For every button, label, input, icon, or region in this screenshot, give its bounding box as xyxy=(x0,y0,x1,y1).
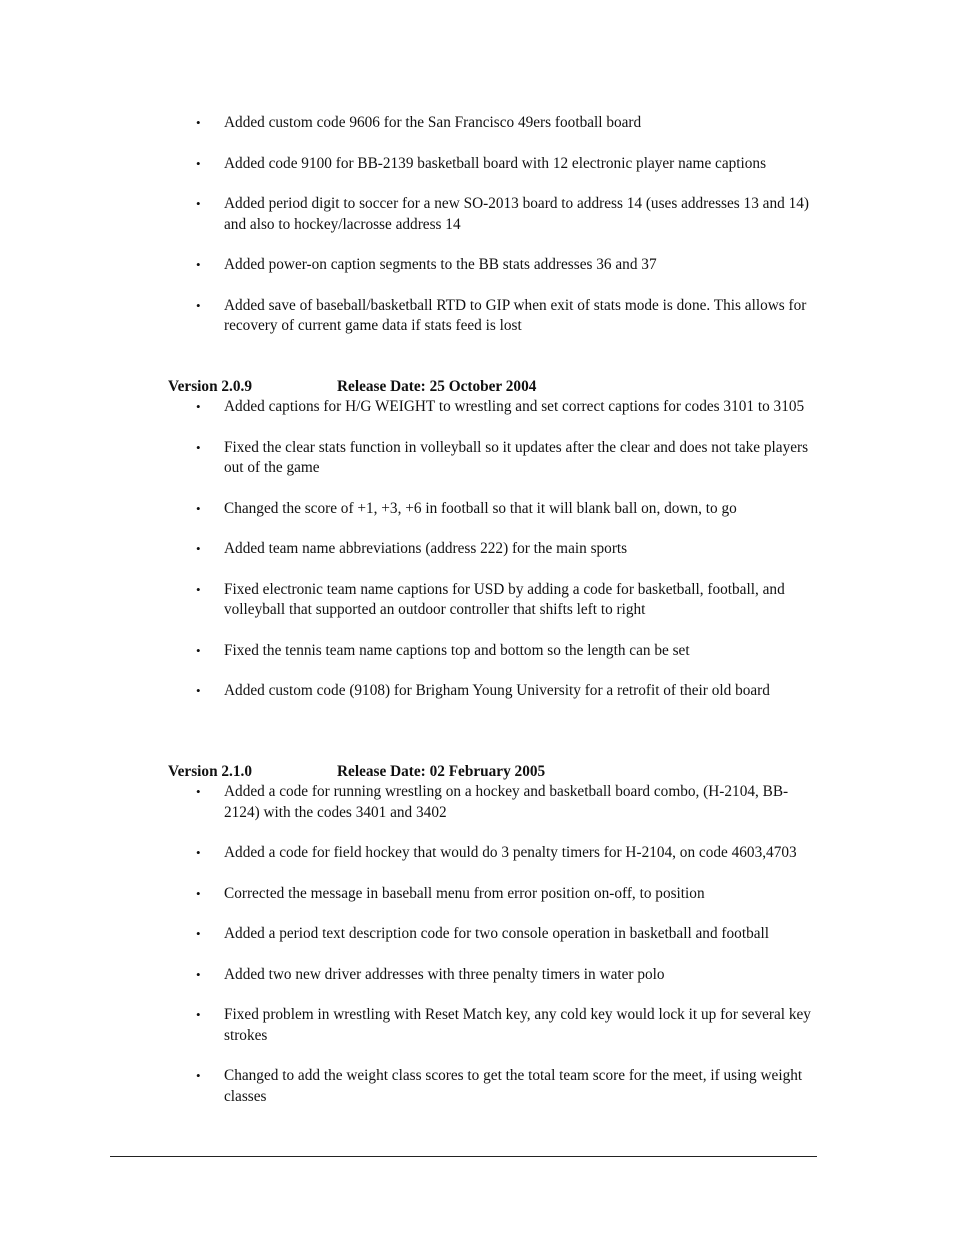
bullet-icon: • xyxy=(196,399,201,414)
release-date: Release Date: 02 February 2005 xyxy=(337,763,546,780)
list-item xyxy=(192,965,817,986)
bullet-icon: • xyxy=(196,683,201,698)
version-heading xyxy=(168,762,546,782)
bullet-icon: • xyxy=(196,926,201,941)
list-item-text: Added custom code (9108) for Brigham Young University for a retrofit of their old board xyxy=(224,682,770,699)
list-item xyxy=(192,580,817,621)
bullet-icon: • xyxy=(196,500,201,516)
version-heading xyxy=(168,377,537,397)
list-item-text: Added captions for H/G WEIGHT to wrestling and set correct captions for codes 3101 to 3105 xyxy=(224,398,805,415)
list-item-text: Changed the score of +1, +3, +6 in football so that it will blank ball on, down, to go xyxy=(224,499,737,517)
list-item xyxy=(192,1066,817,1107)
list-item xyxy=(192,884,817,905)
list-item-text: Added a code for field hockey that would do 3 penalty timers for H-2104, on code 4603,4703 xyxy=(224,844,797,861)
list-item-text: Added two new driver addresses with three penalty timers in water polo xyxy=(224,965,665,983)
list-item-text: Added save of baseball/basketball RTD to GIP when exit of stats mode is done. This allows for recovery of current game data if stats feed is lost xyxy=(224,296,807,334)
list-item-text: Added a period text description code for two console operation in basketball and football xyxy=(224,925,770,942)
bullet-icon: • xyxy=(196,1068,201,1083)
bullet-icon: • xyxy=(196,155,201,171)
bullet-list xyxy=(192,397,817,722)
bullet-icon: • xyxy=(196,642,201,658)
bullet-icon: • xyxy=(196,885,201,901)
list-item xyxy=(192,255,817,276)
list-item-text: Added custom code 9606 for the San Francisco 49ers football board xyxy=(224,114,642,131)
list-item xyxy=(192,539,817,560)
bullet-icon: • xyxy=(196,439,201,455)
bullet-icon: • xyxy=(196,257,201,272)
list-item-text: Fixed electronic team name captions for USD by adding a code for basketball, football, and volleyball that supported an outdoor controller that shifts left to right xyxy=(224,580,785,618)
list-item-text: Added a code for running wrestling on a hockey and basketball board combo, (H-2104, BB-2124) with the codes 3401 and 3402 xyxy=(224,783,789,821)
list-item-text: Fixed problem in wrestling with Reset Match key, any cold key would lock it up for several key strokes xyxy=(224,1006,811,1044)
version-number: Version 2.1.0 xyxy=(168,763,252,780)
bullet-icon: • xyxy=(196,581,201,597)
list-item-text: Fixed the clear stats function in volleyball so it updates after the clear and does not take players out of the game xyxy=(224,438,809,476)
list-item xyxy=(192,843,817,864)
list-item xyxy=(192,296,817,337)
list-item-text: Added team name abbreviations (address 222) for the main sports xyxy=(224,540,628,557)
list-item xyxy=(192,194,817,235)
list-item-text: Fixed the tennis team name captions top and bottom so the length can be set xyxy=(224,641,690,659)
bullet-list xyxy=(192,113,817,357)
release-date: Release Date: 25 October 2004 xyxy=(337,378,537,395)
list-item-text: Corrected the message in baseball menu from error position on-off, to position xyxy=(224,884,705,902)
list-item xyxy=(192,924,817,945)
bullet-icon: • xyxy=(196,115,201,130)
list-item xyxy=(192,782,817,823)
list-item-text: Added code 9100 for BB-2139 basketball board with 12 electronic player name captions xyxy=(224,154,767,172)
bullet-icon: • xyxy=(196,541,201,556)
bullet-icon: • xyxy=(196,196,201,211)
list-item xyxy=(192,438,817,479)
list-item xyxy=(192,681,817,702)
list-item xyxy=(192,397,817,418)
list-item xyxy=(192,113,817,134)
list-item xyxy=(192,499,817,520)
version-number: Version 2.0.9 xyxy=(168,378,252,395)
footer-divider xyxy=(110,1156,817,1157)
bullet-icon: • xyxy=(196,966,201,982)
bullet-list xyxy=(192,782,817,1127)
bullet-icon: • xyxy=(196,297,201,313)
list-item xyxy=(192,154,817,175)
bullet-icon: • xyxy=(196,1007,201,1022)
list-item xyxy=(192,1005,817,1046)
bullet-icon: • xyxy=(196,784,201,799)
list-item xyxy=(192,641,817,662)
bullet-icon: • xyxy=(196,845,201,860)
list-item-text: Added power-on caption segments to the BB stats addresses 36 and 37 xyxy=(224,256,657,273)
list-item-text: Changed to add the weight class scores to get the total team score for the meet, if using weight classes xyxy=(224,1067,803,1105)
list-item-text: Added period digit to soccer for a new SO-2013 board to address 14 (uses addresses 13 and 14) and also to hockey/lacrosse address 14 xyxy=(224,195,809,233)
